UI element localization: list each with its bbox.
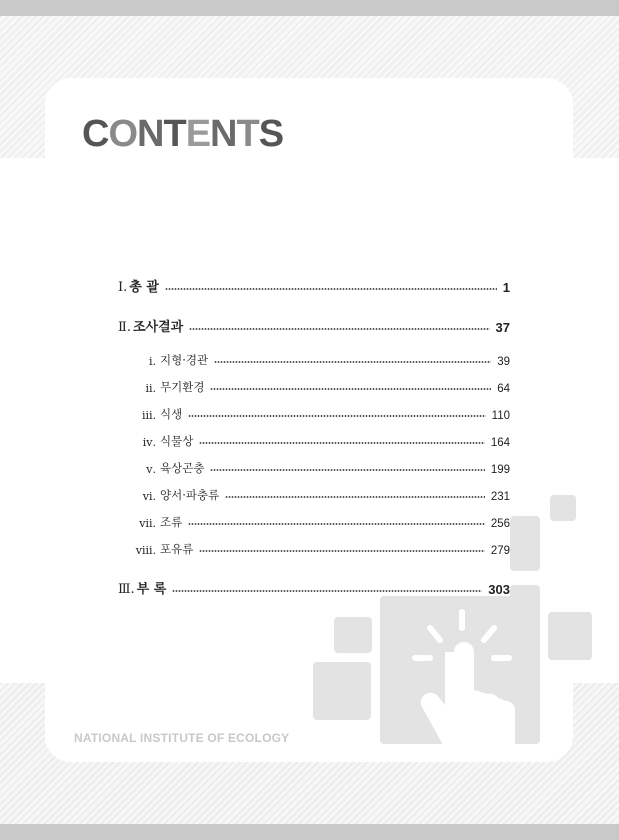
- subsection-number: ⅵ.: [142, 490, 156, 503]
- leader-dots: [172, 590, 482, 592]
- toc-subsection[interactable]: [118, 487, 510, 503]
- page-number: 64: [497, 383, 510, 395]
- section-number: Ⅲ.: [118, 582, 135, 597]
- title-letter: N: [137, 113, 164, 155]
- leader-dots: [165, 288, 497, 290]
- title-letter: N: [210, 113, 237, 155]
- page-number: 256: [490, 518, 510, 530]
- title-letter: O: [108, 113, 138, 155]
- page-number: 164: [490, 437, 510, 449]
- subsection-number: ⅶ.: [139, 517, 156, 530]
- subsection-label: 육상곤충: [160, 461, 205, 475]
- page-number: 110: [491, 410, 510, 422]
- page-number: 1: [502, 280, 510, 295]
- top-gray-bar: [0, 0, 619, 16]
- section-label: 조사결과: [132, 320, 184, 335]
- toc-subsection[interactable]: [118, 379, 510, 395]
- touch-hand-icon: [360, 590, 530, 750]
- title-letter: T: [236, 113, 259, 155]
- subsection-label: 포유류: [160, 542, 194, 556]
- bottom-gray-bar: [0, 824, 619, 840]
- subsection-label: 식물상: [160, 434, 194, 448]
- toc-subsection[interactable]: [118, 460, 510, 476]
- page-number: 37: [495, 320, 510, 335]
- subsection-number: ⅰ.: [148, 355, 156, 368]
- subsection-label: 양서·파충류: [160, 488, 220, 502]
- leader-dots: [188, 415, 485, 417]
- toc-subsection[interactable]: [118, 433, 510, 449]
- subsection-number: ⅳ.: [142, 436, 156, 449]
- page-number: 199: [490, 464, 510, 476]
- leader-dots: [188, 523, 485, 525]
- subsection-number: ⅲ.: [141, 409, 156, 422]
- subsection-label: 무기환경: [160, 380, 205, 394]
- toc-section[interactable]: [118, 316, 510, 335]
- section-number: Ⅱ.: [118, 320, 131, 335]
- title-letter: E: [185, 113, 211, 155]
- toc-subsection[interactable]: [118, 541, 510, 557]
- page-number: 279: [490, 545, 510, 557]
- section-number: Ⅰ.: [118, 280, 128, 295]
- leader-dots: [225, 496, 485, 498]
- leader-dots: [199, 550, 484, 552]
- subsection-label: 지형·경관: [160, 353, 209, 367]
- decor-square: [548, 612, 592, 660]
- institute-name: NATIONAL INSTITUTE OF ECOLOGY: [74, 731, 290, 745]
- title-letter: C: [82, 113, 109, 155]
- toc-section[interactable]: [118, 578, 510, 597]
- section-label: 부 록: [136, 582, 167, 597]
- section-label: 총 괄: [129, 280, 159, 295]
- toc-subsection[interactable]: [118, 352, 510, 368]
- title-letter: S: [258, 113, 284, 155]
- leader-dots: [214, 361, 491, 363]
- page-number: 39: [497, 356, 510, 368]
- subsection-label: 식생: [160, 407, 183, 421]
- toc-subsection[interactable]: [118, 406, 510, 422]
- subsection-number: ⅱ.: [145, 382, 156, 395]
- subsection-number: ⅷ.: [135, 544, 156, 557]
- page-number: 303: [488, 582, 510, 597]
- leader-dots: [199, 442, 484, 444]
- contents-title: [82, 112, 283, 156]
- page-number: 231: [490, 491, 510, 503]
- toc-section[interactable]: [118, 276, 510, 295]
- subsection-label: 조류: [160, 515, 183, 529]
- decor-square: [510, 516, 540, 571]
- leader-dots: [210, 388, 491, 390]
- title-letter: T: [163, 113, 186, 155]
- leader-dots: [210, 469, 484, 471]
- decor-square: [550, 495, 576, 521]
- subsection-number: ⅴ.: [146, 463, 156, 476]
- toc-subsection[interactable]: [118, 514, 510, 530]
- leader-dots: [189, 328, 489, 330]
